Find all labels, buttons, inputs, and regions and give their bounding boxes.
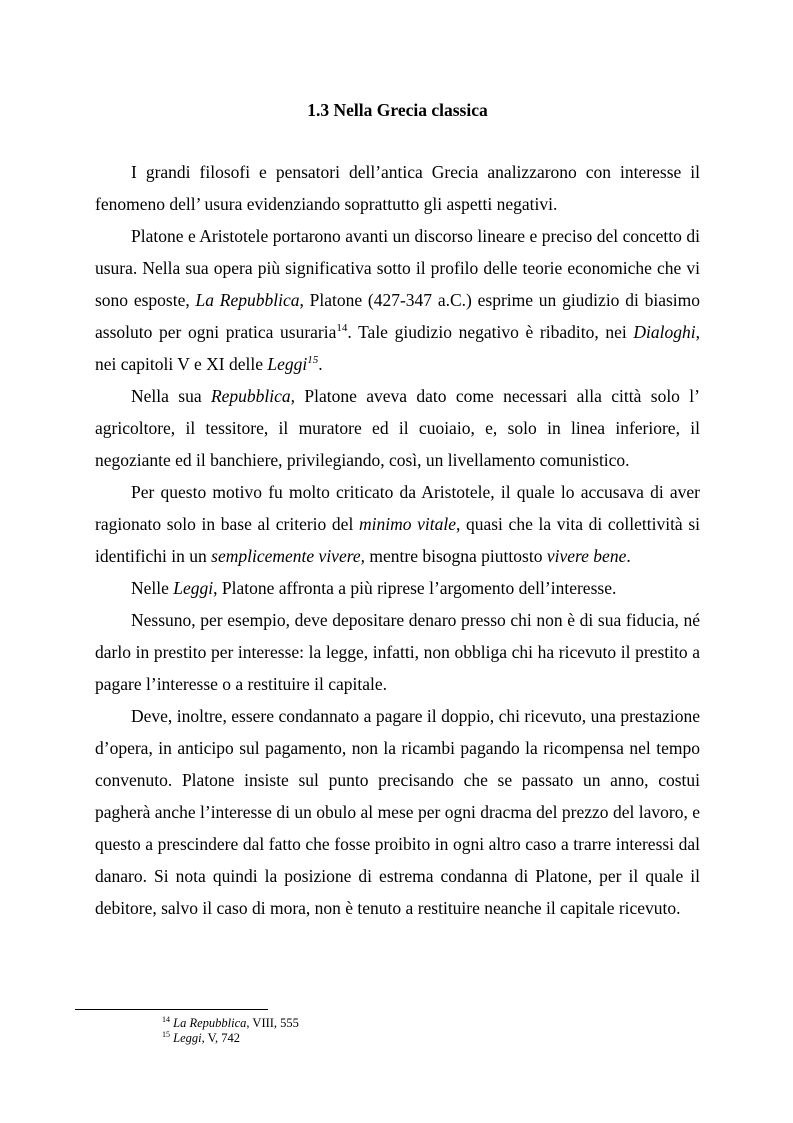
- italic-title: Dialoghi: [633, 322, 696, 342]
- footnote-title: Leggi: [173, 1031, 202, 1045]
- paragraph-3: [95, 380, 700, 476]
- section-title: 1.3 Nella Grecia classica: [307, 100, 488, 120]
- italic-title: Repubblica,: [210, 386, 296, 406]
- paragraph-6: Nessuno, per esempio, deve depositare denaro presso chi non è di sua fiducia, né darlo in prestito per interesse: la legge, infatti, non obbliga chi ha ricevuto il prestito a pagare l’interesse o a restituire il capitale.: [95, 610, 700, 694]
- footnote-15: [162, 1031, 299, 1046]
- body-text: [95, 156, 700, 924]
- text-run: Platone aveva dato come necessari alla città solo l’ agricoltore, il tessitore, il muratore ed il cuoiaio, e, solo in linea inferiore, il negoziante ed il banchiere, privilegiando, così, un livellamento comunistico.: [95, 386, 700, 470]
- italic-phrase: semplicemente vivere,: [211, 546, 366, 566]
- paragraph-2: [95, 220, 700, 380]
- footnote-title: La Repubblica: [173, 1016, 247, 1030]
- italic-phrase: minimo vitale: [358, 514, 456, 534]
- text-run: , Platone (427-347 a.C.) esprime un giudizio di biasimo assoluto per ogni pratica usuraria: [95, 290, 701, 342]
- footnote-separator: [75, 1009, 268, 1010]
- italic-title: Leggi: [267, 354, 308, 374]
- footnote-text: , VIII, 555: [246, 1016, 299, 1030]
- text-run: Nelle: [131, 578, 174, 598]
- footnote-ref-14[interactable]: 14: [336, 322, 348, 334]
- footnotes: [162, 1016, 299, 1046]
- footnote-number: 14: [162, 1015, 170, 1024]
- paragraph-7: Deve, inoltre, essere condannato a pagare il doppio, chi ricevuto, una prestazione d’opera, in anticipo sul pagamento, non la ricambi pagando la ricompensa nel tempo convenuto. Platone insiste sul punto precisando che se passato un anno, costui pagherà anche l’interesse di un obulo al mese per ogni dracma del prezzo del lavoro, e questo a prescindere dal fatto che fosse proibito in ogni altro caso a trarre interessi dal danaro. Si nota quindi la posizione di estrema condanna di Platone, per il quale il debitore, salvo il caso di mora, non è tenuto a restituire neanche il capitale ricevuto.: [95, 706, 700, 918]
- text-run: Per questo motivo fu molto criticato da Aristotele, il quale lo accusava di aver ragionato solo in base al criterio del: [95, 482, 700, 534]
- footnote-ref-15[interactable]: 15: [307, 354, 319, 366]
- paragraph-4: [95, 476, 700, 572]
- italic-phrase: vivere bene: [546, 546, 627, 566]
- footnote-text: , V, 742: [201, 1031, 241, 1045]
- text-run: , quasi che la vita di collettività si identifichi in un: [95, 514, 701, 566]
- italic-title: Leggi: [173, 578, 214, 598]
- text-run: , Platone affronta a più riprese l’argomento dell’interesse.: [213, 578, 617, 598]
- text-run: . Tale giudizio negativo è ribadito, nei: [347, 322, 634, 342]
- italic-title: La Repubblica: [195, 290, 300, 310]
- text-run: Platone e Aristotele portarono avanti un discorso lineare e preciso del concetto di usura. Nella sua opera più significativa sotto il profilo delle teorie economiche che vi sono esposte,: [95, 226, 700, 310]
- text-run: , nei capitoli V e XI delle: [95, 322, 700, 374]
- text-run: .: [318, 354, 323, 374]
- paragraph-5: [95, 572, 700, 604]
- paragraph-1: I grandi filosofi e pensatori dell’antica Grecia analizzarono con interesse il fenomeno dell’ usura evidenziando soprattutto gli aspetti negativi.: [95, 162, 700, 214]
- text-run: .: [626, 546, 631, 566]
- text-run: mentre bisogna piuttosto: [365, 546, 547, 566]
- text-run: Nella sua: [131, 386, 211, 406]
- footnote-14: [162, 1016, 299, 1031]
- footnote-number: 15: [162, 1030, 170, 1039]
